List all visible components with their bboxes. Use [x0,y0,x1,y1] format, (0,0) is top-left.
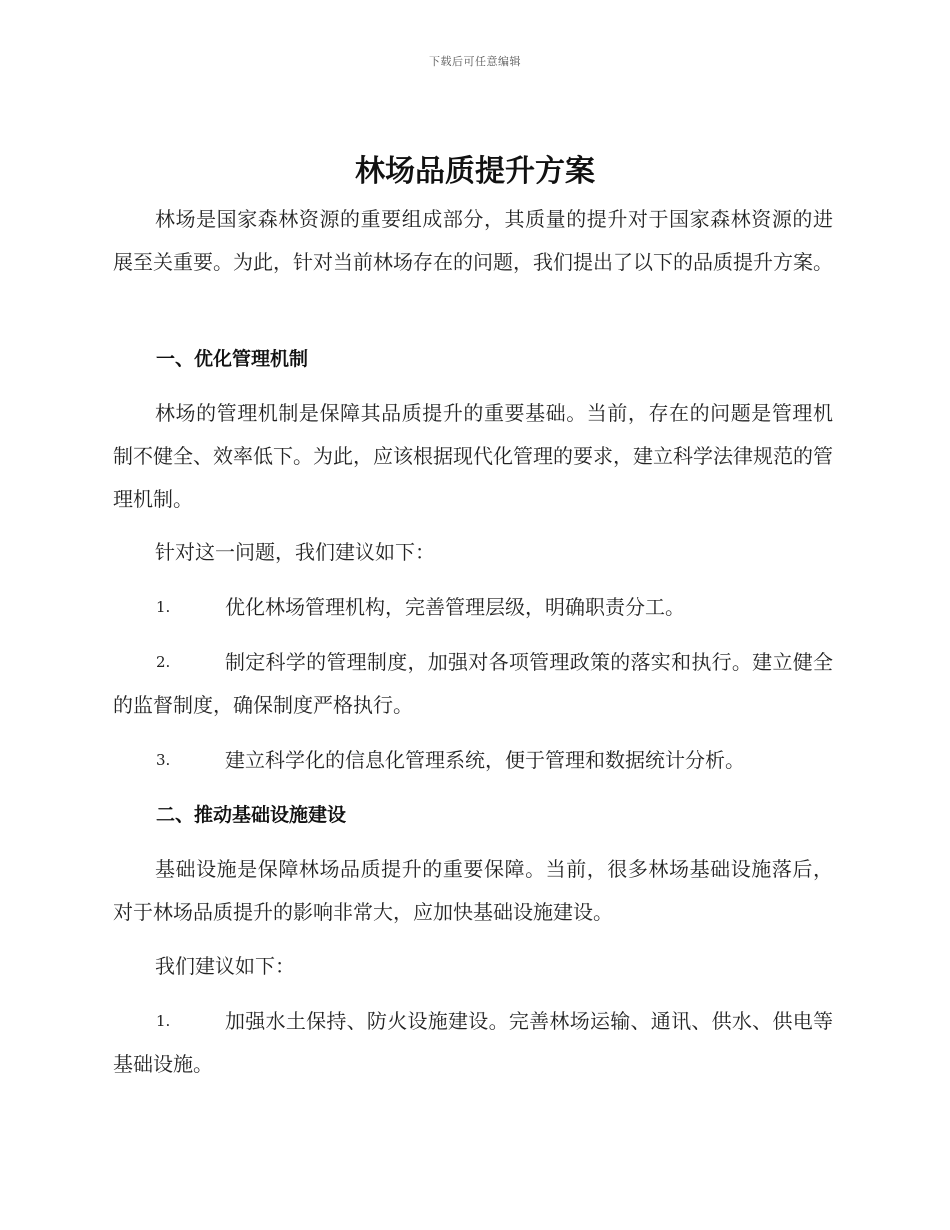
list-item-text: 制定科学的管理制度，加强对各项管理政策的落实和执行。建立健全的监督制度，确保制度严格执行。 [113,650,833,717]
section-1-paragraph: 林场的管理机制是保障其品质提升的重要基础。当前，存在的问题是管理机制不健全、效率低下。为此，应该根据现代化管理的要求，建立科学法律规范的管理机制。 [113,401,833,511]
page-header-note: 下载后可任意编辑 [429,55,521,68]
list-item [113,1000,833,1086]
list-item-number: 3. [156,751,171,769]
list-item-text: 建立科学化的信息化管理系统，便于管理和数据统计分析。 [225,748,745,772]
section-1-heading: 一、优化管理机制 [156,348,309,370]
list-item [113,586,833,629]
section-1-lead: 针对这一问题，我们建议如下： [155,540,435,564]
list-item-text: 优化林场管理机构，完善管理层级，明确职责分工。 [225,595,685,619]
list-item [113,641,833,727]
section-2-lead: 我们建议如下： [155,954,295,978]
section-2-heading: 二、推动基础设施建设 [156,804,347,826]
list-item [113,739,833,782]
intro-paragraph: 林场是国家森林资源的重要组成部分，其质量的提升对于国家森林资源的进展至关重要。为此，针对当前林场存在的问题，我们提出了以下的品质提升方案。 [113,207,833,274]
list-item-number: 1. [156,1012,171,1030]
document-title: 林场品质提升方案 [355,154,595,189]
list-item-number: 2. [156,653,171,671]
list-item-number: 1. [156,598,171,616]
list-item-text: 加强水土保持、防火设施建设。完善林场运输、通讯、供水、供电等基础设施。 [113,1009,833,1076]
section-2-paragraph: 基础设施是保障林场品质提升的重要保障。当前，很多林场基础设施落后，对于林场品质提升的影响非常大，应加快基础设施建设。 [113,857,833,924]
